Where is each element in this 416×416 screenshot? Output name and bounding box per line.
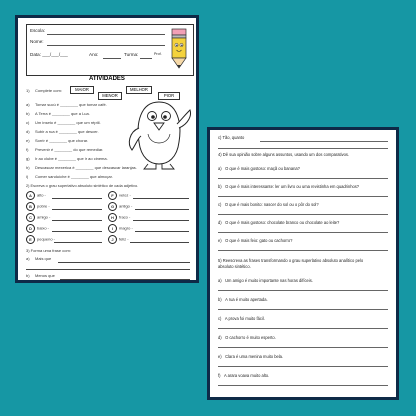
- q3-item-a: Mais que: [35, 256, 52, 261]
- school-field: Escola:: [30, 28, 46, 33]
- q5-item-e: e) Clara é uma menina muito bela.: [218, 354, 284, 359]
- q4-item-b: b) O que é mais interessante: ler um livro ou uma revistinha em quadrinhos?: [218, 184, 360, 189]
- adjective-h: H fraco -: [108, 213, 130, 222]
- question-1-number: 1): [26, 88, 30, 93]
- adjective-e: E pequeno -: [26, 235, 55, 244]
- q5-item-d: d) O cachorro é muito esperto.: [218, 335, 276, 340]
- question-2-instruction: 2) Escreva o grau superlativo absoluto sintético de cada adjetivo.: [26, 183, 139, 188]
- question-5-instruction-line-2: absoluto sintético.: [218, 264, 251, 269]
- sentence-f-letter: f): [26, 147, 29, 152]
- q5-item-a: a) Um amigo é muito importante nas horas difíceis.: [218, 278, 313, 283]
- sentence-a-letter: a): [26, 102, 30, 107]
- page-title: ATIVIDADES: [89, 76, 125, 82]
- sentence-c-letter: c): [26, 120, 30, 125]
- question-3-instruction: 3) Forma uma frase com:: [26, 248, 71, 253]
- adjective-g: G antigo -: [108, 202, 132, 211]
- name-field: Nome:: [30, 39, 44, 44]
- worksheet-page-1: [15, 15, 199, 283]
- pencil-mascot-icon: [168, 27, 190, 71]
- word-chip-melhor: MELHOR: [126, 86, 152, 94]
- q4-item-c: c) O que é mais bonito: nascer do sol ou o pôr do sol?: [218, 202, 319, 207]
- question-5-instruction-line-1: 5) Reescreva as frases transformando o grau superlativo absoluto analítico pelo: [218, 258, 364, 263]
- question-1-instruction: Complete com:: [35, 88, 62, 93]
- adjective-d: D baixo -: [26, 224, 49, 233]
- adjective-j: J feliz -: [108, 235, 129, 244]
- q5-item-c: c) A prova foi muito fácil.: [218, 316, 265, 321]
- penguin-illustration-icon: [126, 98, 192, 170]
- sentence-c: Um inseto é ________ que um réptil.: [35, 120, 101, 125]
- question-4-instruction: 4) Dê sua opinião sobre alguns assuntos, usando um dos comparativos.: [218, 152, 350, 157]
- sentence-e-letter: e): [26, 138, 30, 143]
- q5-item-f: f) A arara voava muito alto.: [218, 373, 270, 378]
- sentence-h-letter: h): [26, 165, 30, 170]
- class-field: Turma:: [124, 52, 139, 57]
- sentence-h: Descascar mexerica é ________ que descascar laranjas.: [35, 165, 137, 170]
- teacher-field: Prof.: [154, 52, 162, 56]
- student-info-box: [26, 24, 194, 76]
- worksheet-page-2: [207, 127, 399, 400]
- sentence-i: Comer sanduíche é ________ que almoçar.: [35, 174, 113, 179]
- q4-item-a: a) O que é mais gostoso: maçã ou banana?: [218, 166, 300, 171]
- q3-item-c: c) Tão, quanto: [218, 135, 245, 140]
- q4-item-d: d) O que é mais gostoso: chocolate branco ou chocolate ao leite?: [218, 220, 340, 225]
- sentence-b-letter: b): [26, 111, 30, 116]
- q3-item-a-letter: a): [26, 256, 30, 261]
- word-chip-menor: MENOR: [98, 92, 122, 100]
- sentence-g-letter: g): [26, 156, 30, 161]
- q5-item-b: b) A rua é muito apertada.: [218, 297, 268, 302]
- sentence-e: Sorrir é ________ que chorar.: [35, 138, 89, 143]
- q3-item-b-letter: b): [26, 273, 30, 278]
- sentence-d-letter: d): [26, 129, 30, 134]
- adjective-c: C amigo -: [26, 213, 50, 222]
- sentence-i-letter: i): [26, 174, 29, 179]
- adjective-f: F veloz -: [108, 191, 131, 200]
- sentence-a: Tomar sucú é ________ que tomar café.: [35, 102, 107, 107]
- adjective-a: A alto -: [26, 191, 46, 200]
- adjective-i: I magro -: [108, 224, 133, 233]
- sentence-d: Subir a rua é ________ que descer.: [35, 129, 99, 134]
- date-field: Data: ___/___/___: [30, 52, 68, 57]
- sentence-g: Ir ao clube é ________ que ir ao cinema.: [35, 156, 108, 161]
- sentence-f: Prevenir é ________ do que remediar.: [35, 147, 104, 152]
- sentence-b: A Terra é ________ que a Lua.: [35, 111, 90, 116]
- year-field: Ano:: [89, 52, 99, 57]
- word-chip-maior: MAIOR: [70, 86, 94, 94]
- q4-item-e: e) O que é mais feio: gato ou cachorro?: [218, 238, 293, 243]
- q3-item-b: Menos que: [35, 273, 55, 278]
- word-chip-pior: PIOR: [158, 92, 180, 100]
- adjective-b: B pobre -: [26, 202, 50, 211]
